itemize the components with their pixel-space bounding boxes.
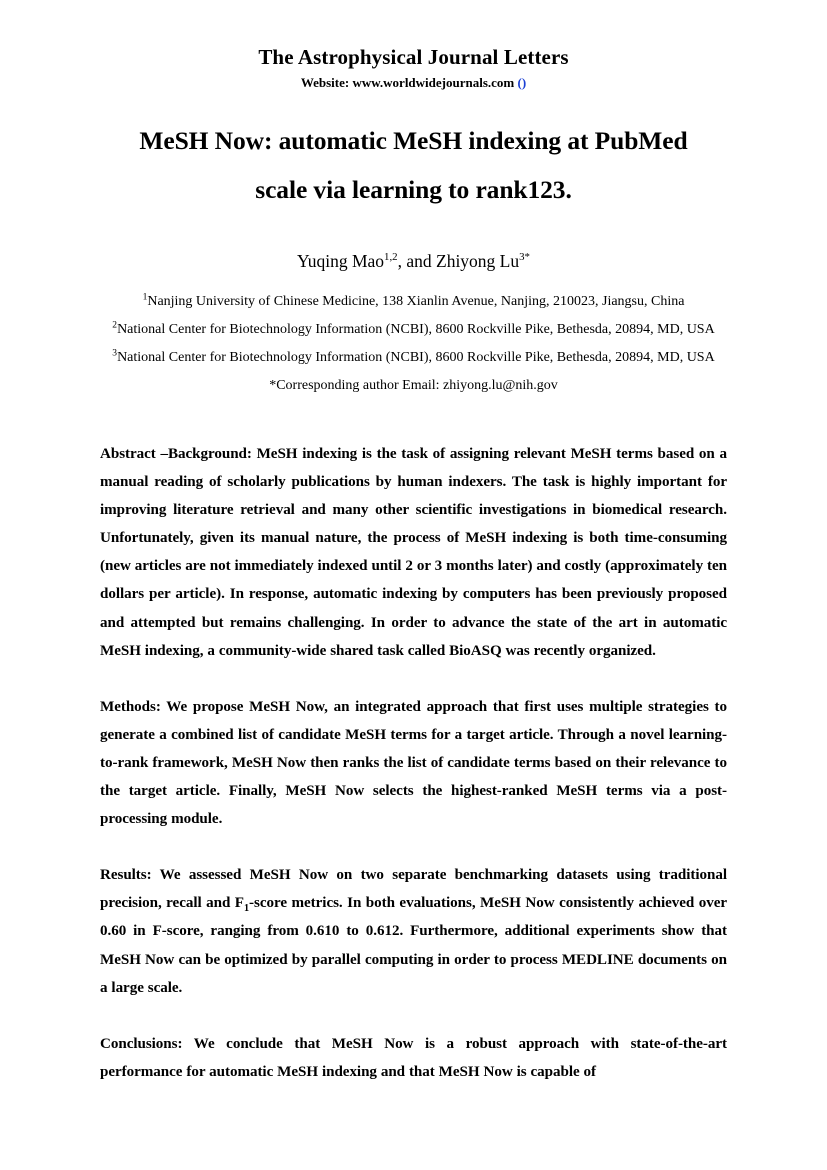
affiliation-item bbox=[100, 288, 727, 316]
paper-title bbox=[100, 116, 727, 214]
author-name-1: Yuqing Mao bbox=[297, 251, 385, 271]
abstract-paragraph-conclusions: Conclusions: We conclude that MeSH Now is a robust approach with state-of-the-art performance for automatic MeSH indexing and that MeSH Now is capable of bbox=[100, 1035, 727, 1080]
journal-title: The Astrophysical Journal Letters bbox=[258, 45, 569, 69]
affiliation-item bbox=[100, 344, 727, 372]
website-label: Website: bbox=[300, 75, 350, 90]
journal-header bbox=[100, 0, 727, 92]
page-content bbox=[100, 0, 727, 1086]
journal-website-line bbox=[100, 73, 727, 92]
paper-title-line-2: scale via learning to rank123. bbox=[255, 175, 572, 204]
affiliation-text: National Center for Biotechnology Information (NCBI), 8600 Rockville Pike, Bethesda, 20894, MD, USA bbox=[117, 322, 715, 337]
author-name-2: Zhiyong Lu bbox=[436, 251, 520, 271]
website-url: www.worldwidejournals.com bbox=[352, 75, 515, 90]
affiliation-item bbox=[100, 316, 727, 344]
results-text-part-1: Results: We assessed MeSH Now on two separate benchmarking datasets using traditional precision, recall and F bbox=[100, 867, 727, 912]
author-separator: , and bbox=[397, 251, 436, 271]
author-list bbox=[100, 249, 727, 273]
author-affiliation-marker-2: 3* bbox=[519, 251, 530, 264]
affiliation-text: National Center for Biotechnology Information (NCBI), 8600 Rockville Pike, Bethesda, 20894, MD, USA bbox=[117, 350, 715, 365]
affiliation-marker: 2 bbox=[112, 320, 118, 331]
author-affiliation-marker-1: 1,2 bbox=[384, 251, 398, 264]
affiliation-marker: 3 bbox=[112, 348, 118, 359]
abstract-paragraph-background: Abstract –Background: MeSH indexing is the task of assigning relevant MeSH terms based on a manual reading of scholarly publications by human indexers. The task is highly important for improving literature retrieval and many other scientific investigations in biomedical research. Unfortunately, given its manual nature, the process of MeSH indexing is both time-consuming (new articles are not immediately indexed until 2 or 3 months later) and costly (approximately ten dollars per article). In response, automatic indexing by computers has been previously proposed and attempted but remains challenging. In order to advance the state of the art in automatic MeSH indexing, a community-wide shared task called BioASQ was recently organized. bbox=[100, 446, 727, 659]
affiliation-list bbox=[100, 288, 727, 400]
paper-title-line-1: MeSH Now: automatic MeSH indexing at PubMed bbox=[139, 126, 688, 155]
corresponding-author-email: *Corresponding author Email: zhiyong.lu@nih.gov bbox=[269, 378, 558, 393]
affiliation-marker: 1 bbox=[142, 292, 148, 303]
affiliation-text: Nanjing University of Chinese Medicine, 138 Xianlin Avenue, Nanjing, 210023, Jiangsu, China bbox=[147, 294, 685, 309]
abstract-paragraph-methods: Methods: We propose MeSH Now, an integrated approach that first uses multiple strategies to generate a combined list of candidate MeSH terms for a target article. Through a novel learning-to-rank framework, MeSH Now then ranks the list of candidate terms based on their relevance to the target article. Finally, MeSH Now selects the highest-ranked MeSH terms via a post-processing module. bbox=[100, 698, 727, 828]
results-text-part-2: -score metrics. In both evaluations, MeSH Now consistently achieved over 0.60 in F-score, ranging from 0.610 to 0.612. Furthermore, additional experiments show that MeSH Now can be optimized by parallel computing in order to process MEDLINE documents on a large scale. bbox=[100, 895, 727, 996]
abstract-section bbox=[100, 440, 727, 1086]
website-link-parens[interactable]: () bbox=[517, 75, 527, 90]
f1-subscript: 1 bbox=[243, 903, 250, 915]
abstract-paragraph-results bbox=[100, 861, 727, 1001]
